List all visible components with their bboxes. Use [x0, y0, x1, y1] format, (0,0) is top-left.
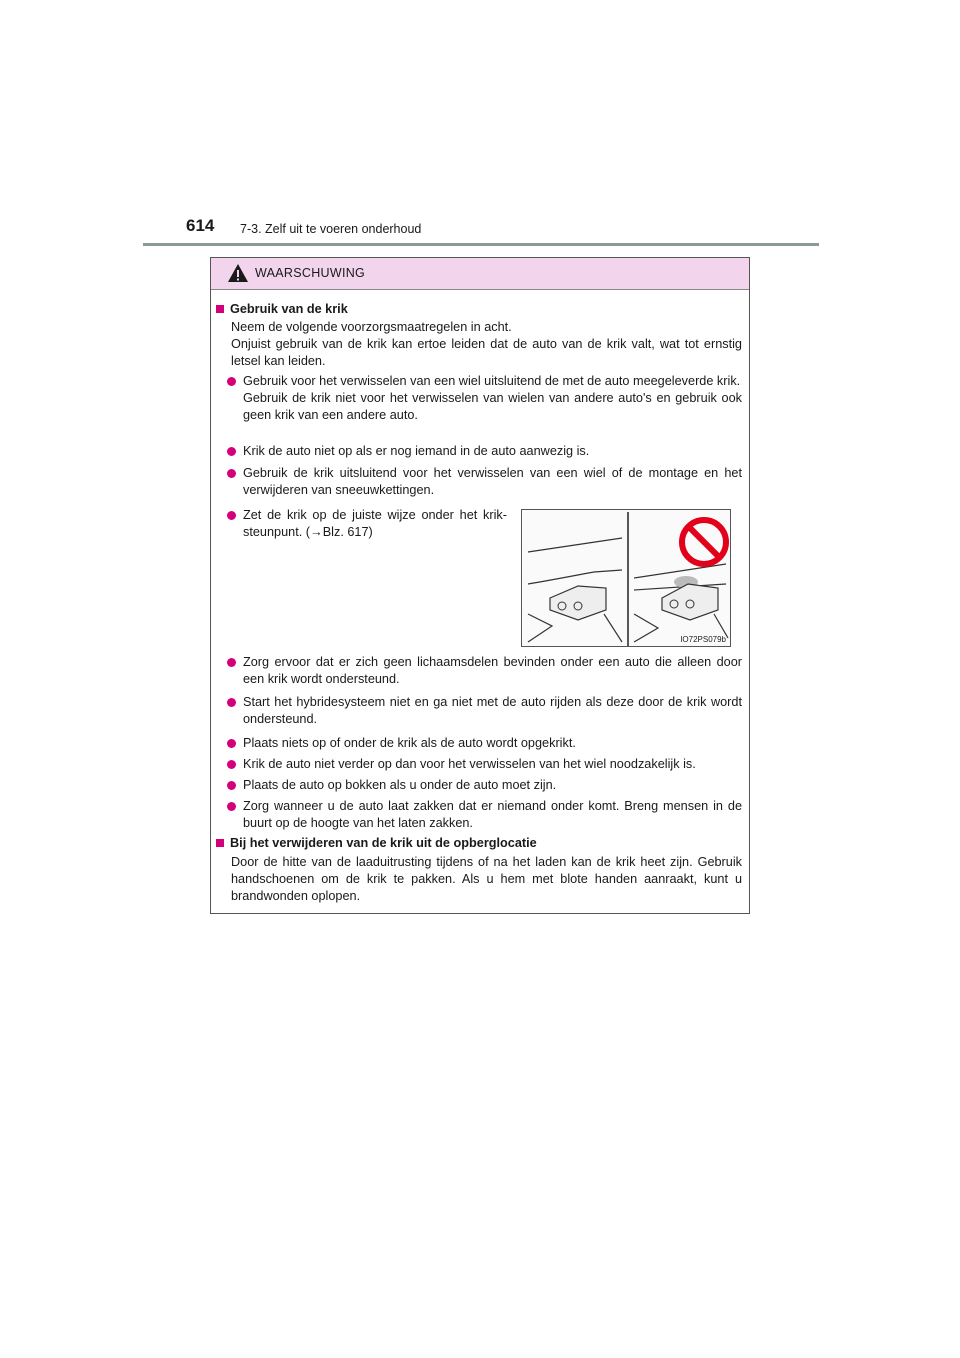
bullet-text: Gebruik voor het verwisselen van een wiel uitsluitend de met de auto meegeleverde krik.: [243, 374, 741, 388]
list-item: [227, 373, 742, 424]
intro-text: [231, 319, 742, 370]
list-item: [227, 756, 742, 773]
warning-triangle-icon: [227, 263, 249, 283]
bullet-dot-icon: [227, 511, 236, 520]
warning-header: [211, 258, 749, 290]
bullet-text: Zorg ervoor dat er zich geen lichaamsdelen bevinden onder een auto die alleen door een krik wordt ondersteund.: [243, 655, 742, 686]
section-heading-jack-use: [216, 301, 348, 318]
bullet-dot-icon: [227, 447, 236, 456]
header-rule: [143, 243, 819, 246]
section-heading-jack-storage: [216, 835, 537, 852]
bullet-dot-icon: [227, 658, 236, 667]
list-item: [227, 694, 742, 728]
bullet-text: Plaats niets op of onder de krik als de auto wordt opgekrikt.: [243, 736, 576, 750]
bullet-text: Krik de auto niet op als er nog iemand in de auto aanwezig is.: [243, 444, 590, 458]
jack-position-diagram: [522, 510, 730, 646]
list-item: [227, 777, 742, 794]
bullet-text: Zorg wanneer u de auto laat zakken dat er niemand onder komt. Breng mensen in de buurt op de hoogte van het laten zakken.: [243, 799, 742, 830]
bullet-text: Plaats de auto op bokken als u onder de auto moet zijn.: [243, 778, 557, 792]
list-item: [227, 798, 742, 832]
page-number: 614: [186, 216, 215, 235]
intro-line: Onjuist gebruik van de krik kan ertoe leiden dat de auto van de krik valt, wat tot ernstig letsel kan leiden.: [231, 337, 742, 368]
list-item: [227, 465, 742, 499]
bullet-dot-icon: [227, 781, 236, 790]
section-heading-text: Bij het verwijderen van de krik uit de opberglocatie: [230, 836, 537, 850]
bullet-text: Gebruik de krik uitsluitend voor het verwisselen van een wiel of de montage en het verwijderen van sneeuwkettingen.: [243, 466, 742, 497]
bullet-dot-icon: [227, 739, 236, 748]
list-item: [227, 443, 742, 460]
bullet-dot-icon: [227, 469, 236, 478]
bullet-dot-icon: [227, 698, 236, 707]
section-title: 7-3. Zelf uit te voeren onderhoud: [240, 222, 422, 236]
bullet-dot-icon: [227, 802, 236, 811]
bullet-dot-icon: [227, 760, 236, 769]
warning-title: WAARSCHUWING: [255, 266, 366, 280]
illustration-code: IO72PS079b: [680, 635, 726, 644]
jack-point-illustration: [521, 509, 731, 647]
list-item: [227, 654, 742, 688]
bullet-text: Krik de auto niet verder op dan voor het verwisselen van het wiel noodzakelijk is.: [243, 757, 696, 771]
bullet-text: Gebruik de krik niet voor het verwisselen van wielen van andere auto's en gebruik ook geen krik van een andere auto.: [243, 391, 742, 422]
storage-text: Door de hitte van de laaduitrusting tijdens of na het laden kan de krik heet zijn. Gebruik handschoenen om de krik te pakken. Als u hem met blote handen aanraakt, kunt u brandwonden oplopen.: [231, 855, 742, 903]
intro-line: Neem de volgende voorzorgsmaatregelen in acht.: [231, 320, 512, 334]
bullet-dot-icon: [227, 377, 236, 386]
square-bullet-icon: [216, 839, 224, 847]
bullet-text: Zet de krik op de juiste wijze onder het krik-steunpunt. (→Blz. 617): [243, 508, 507, 539]
bullet-text: Start het hybridesysteem niet en ga niet met de auto rijden als deze door de krik wordt ondersteund.: [243, 695, 742, 726]
square-bullet-icon: [216, 305, 224, 313]
section-heading-text: Gebruik van de krik: [230, 302, 348, 316]
list-item: [227, 735, 742, 752]
prohibited-icon: [682, 520, 726, 564]
list-item: [227, 507, 507, 541]
